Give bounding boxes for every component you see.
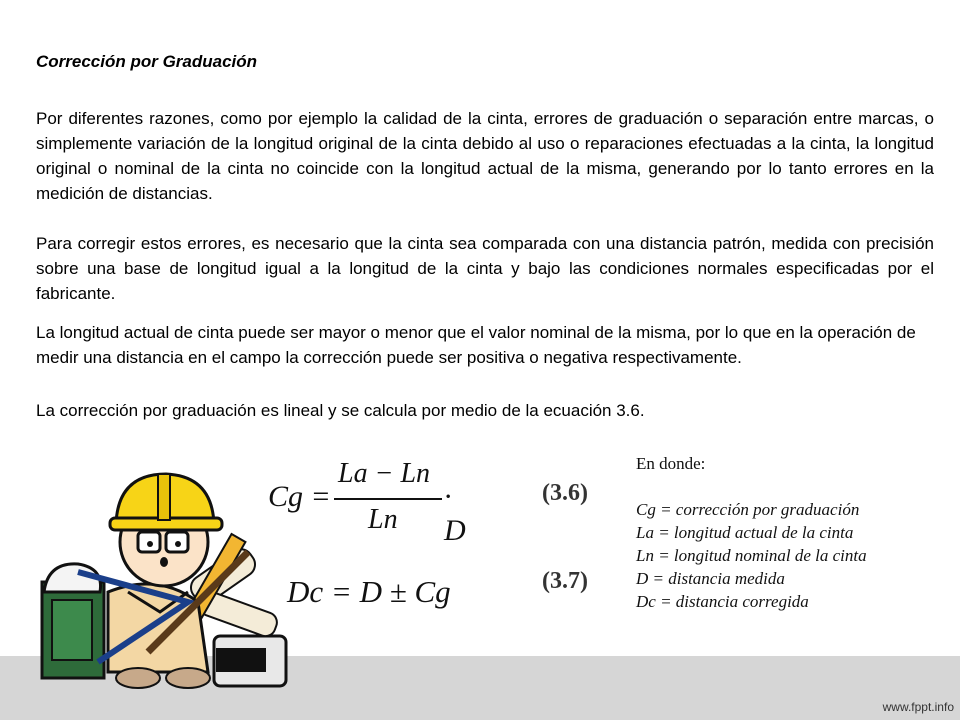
- engineer-cartoon-illustration: [38, 452, 298, 692]
- page-title: Corrección por Graduación: [36, 52, 258, 71]
- equation-number-3-6: (3.6): [542, 480, 588, 506]
- variable-legend: [636, 454, 867, 613]
- paragraph-intro: Por diferentes razones, como por ejemplo la calidad de la cinta, errores de graduación o separación entre marcas, o simplemente variación de la longitud original de la cinta debido al uso o reparaciones efectuadas a la cinta, la longitud original o nominal de la cinta no coincide con la longitud actual de la misma, generando por lo tanto errores en la medición de distancias.: [36, 109, 934, 203]
- paragraph-correction: Para corregir estos errores, es necesario que la cinta sea comparada con una distancia patrón, medida con precisión sobre una base de longitud igual a la longitud de la cinta y bajo las condiciones normales especificadas por el fabricante.: [36, 234, 934, 303]
- formula-3-6-numerator: La − Ln: [338, 458, 431, 489]
- formula-3-6-rhs: · D: [444, 480, 466, 547]
- legend-item: D = distancia medida: [636, 569, 785, 588]
- legend-item: Dc = distancia corregida: [636, 592, 809, 611]
- paragraph-actual-length: La longitud actual de cinta puede ser mayor o menor que el valor nominal de la misma, por lo que en la operación de medir una distancia en el campo la corrección puede ser positiva o negativa respectivamente.: [36, 323, 916, 367]
- formula-3-6-denominator: Ln: [368, 504, 398, 535]
- formula-3-7: Dc = D ± Cg: [287, 574, 451, 609]
- legend-item: Ln = longitud nominal de la cinta: [636, 546, 867, 565]
- equation-number-3-7: (3.7): [542, 568, 588, 594]
- legend-item: La = longitud actual de la cinta: [636, 523, 854, 542]
- fraction-bar: [334, 498, 442, 500]
- legend-header: En donde:: [636, 454, 706, 473]
- formula-3-6-lhs: Cg =: [268, 480, 331, 513]
- legend-item: Cg = corrección por graduación: [636, 500, 860, 519]
- footer-url: www.fppt.info: [882, 700, 954, 714]
- paragraph-linear: La corrección por graduación es lineal y se calcula por medio de la ecuación 3.6.: [36, 401, 645, 420]
- formula-3-6: [268, 458, 478, 547]
